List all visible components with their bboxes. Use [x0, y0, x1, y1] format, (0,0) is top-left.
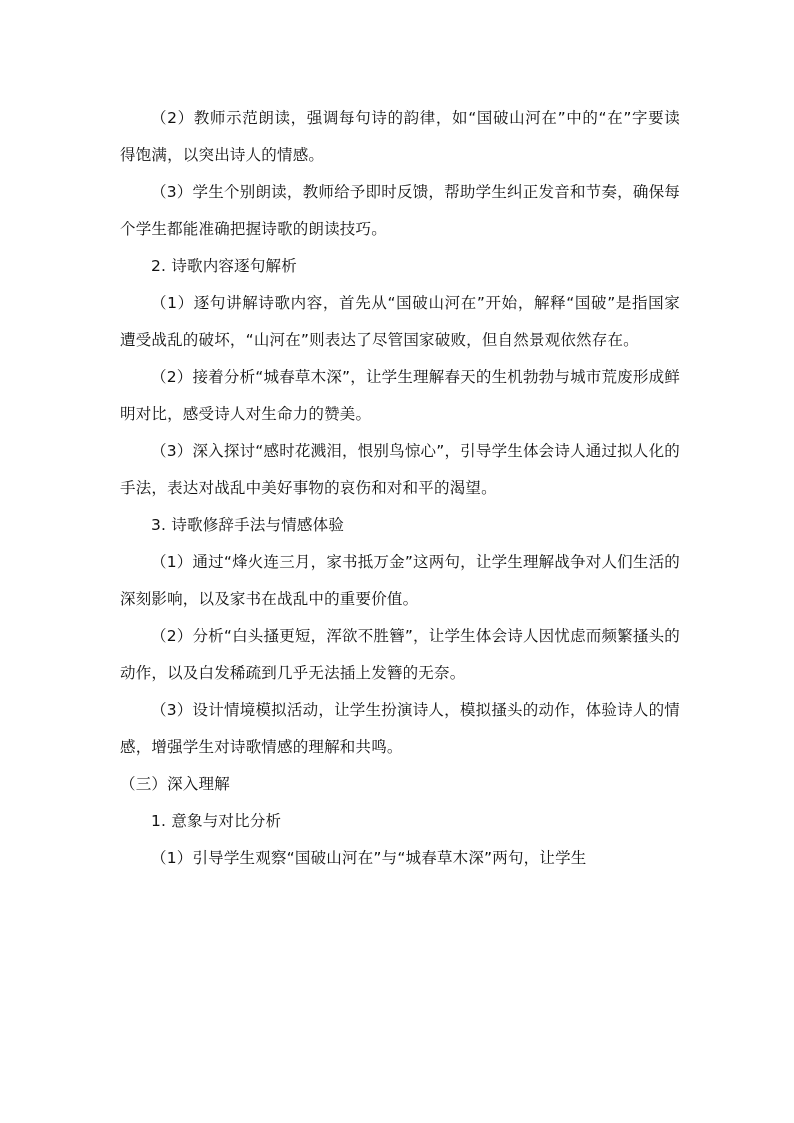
- paragraph: （1）逐句讲解诗歌内容，首先从“国破山河在”开始，解释“国破”是指国家遭受战乱的破坏，“山河在”则表达了尽管国家破败，但自然景观依然存在。: [120, 294, 680, 349]
- paragraph: （1）通过“烽火连三月，家书抵万金”这两句，让学生理解战争对人们生活的深刻影响，以及家书在战乱中的重要价值。: [120, 553, 680, 608]
- paragraph: （2）分析“白头搔更短，浑欲不胜簪”，让学生体会诗人因忧虑而频繁搔头的动作，以及白发稀疏到几乎无法插上发簪的无奈。: [120, 627, 680, 682]
- document-body: [120, 100, 680, 877]
- paragraph: （3）学生个别朗读，教师给予即时反馈，帮助学生纠正发音和节奏，确保每个学生都能准确把握诗歌的朗读技巧。: [120, 183, 680, 238]
- paragraph: （2）教师示范朗读，强调每句诗的韵律，如“国破山河在”中的“在”字要读得饱满，以突出诗人的情感。: [120, 109, 680, 164]
- subsection-heading: 2. 诗歌内容逐句解析: [151, 257, 297, 275]
- paragraph: （3）设计情境模拟活动，让学生扮演诗人，模拟搔头的动作，体验诗人的情感，增强学生对诗歌情感的理解和共鸣。: [120, 701, 680, 756]
- paragraph: （2）接着分析“城春草木深”，让学生理解春天的生机勃勃与城市荒废形成鲜明对比，感受诗人对生命力的赞美。: [120, 368, 680, 423]
- paragraph: （1）引导学生观察“国破山河在”与“城春草木深”两句，让学生: [151, 849, 587, 867]
- subsection-heading: 1. 意象与对比分析: [151, 812, 282, 830]
- paragraph: （3）深入探讨“感时花溅泪，恨别鸟惊心”，引导学生体会诗人通过拟人化的手法，表达对战乱中美好事物的哀伤和对和平的渴望。: [120, 442, 680, 497]
- subsection-heading: 3. 诗歌修辞手法与情感体验: [151, 516, 345, 534]
- section-heading: （三）深入理解: [120, 775, 230, 793]
